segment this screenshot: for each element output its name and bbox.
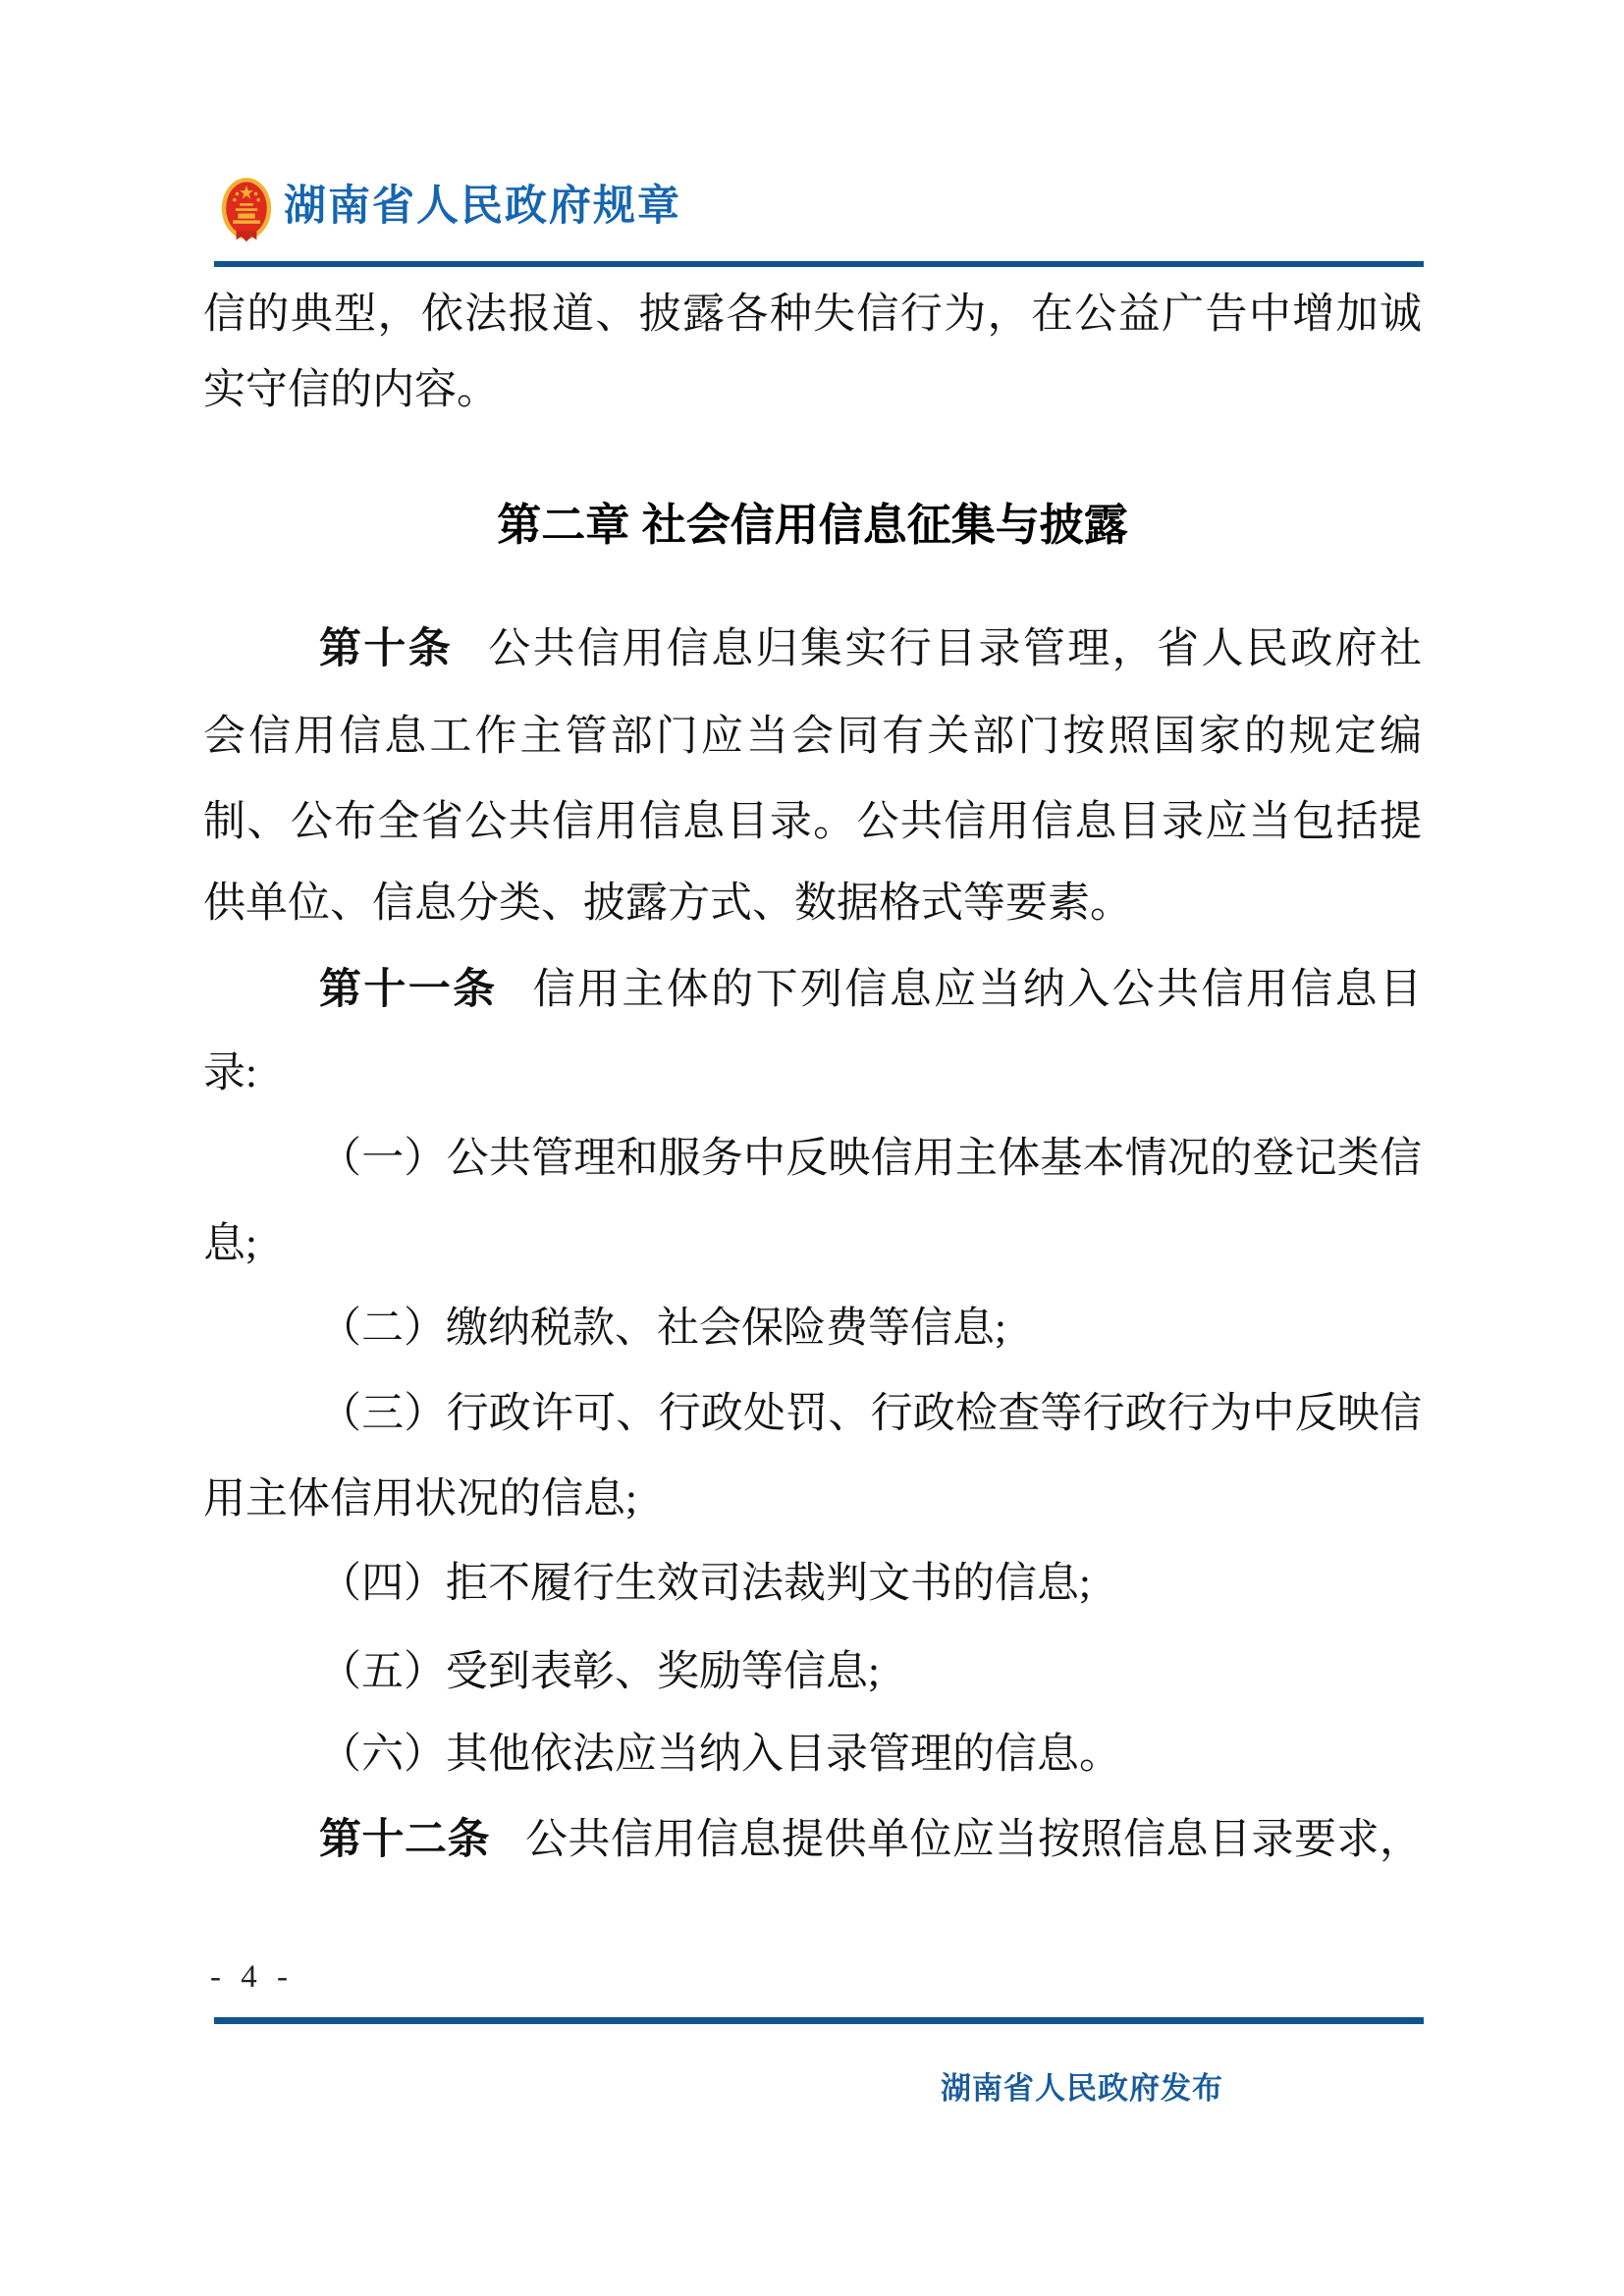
document-header-title: 湖南省人民政府规章: [284, 183, 681, 230]
body-line: 信的典型，依法报道、披露各种失信行为，在公益广告中增加诚: [203, 292, 1422, 338]
article-label: 第十条: [319, 625, 454, 672]
body-line: 会信用信息工作主管部门应当会同有关部门按照国家的规定编: [203, 714, 1422, 760]
article-text: 信用主体的下列信息应当纳入公共信用信息目: [532, 967, 1423, 1013]
body-line: 制、公布全省公共信用信息目录。公共信用信息目录应当包括提: [203, 799, 1422, 845]
list-item-line: （二）缴纳税款、社会保险费等信息;: [319, 1306, 1006, 1352]
page-number: - 4 -: [210, 1959, 294, 1995]
body-line: 用主体信用状况的信息;: [203, 1476, 637, 1522]
body-line: 实守信的内容。: [203, 367, 499, 413]
article-line: [203, 624, 1422, 674]
article-text: 公共信用信息归集实行目录管理，省人民政府社: [488, 626, 1423, 672]
header-divider-rule: [214, 261, 1424, 267]
body-line: 录:: [203, 1050, 257, 1096]
list-item-line: （一）公共管理和服务中反映信用主体基本情况的登记类信: [319, 1136, 1422, 1182]
list-item-line: （六）其他依法应当纳入目录管理的信息。: [319, 1732, 1121, 1778]
list-item-line: （三）行政许可、行政处罚、行政检查等行政行为中反映信: [319, 1391, 1422, 1437]
publisher-label: 湖南省人民政府发布: [941, 2071, 1223, 2106]
chapter-heading: 第二章 社会信用信息征集与披露: [497, 500, 1128, 550]
article-label: 第十二条: [319, 1816, 490, 1863]
article-line: [203, 1815, 1422, 1865]
article-line: [203, 965, 1422, 1015]
list-item-line: （四）拒不履行生效司法裁判文书的信息;: [319, 1561, 1091, 1607]
article-label: 第十一条: [319, 966, 498, 1013]
footer-divider-rule: [214, 2017, 1424, 2024]
body-line: 供单位、信息分类、披露方式、数据格式等要素。: [203, 881, 1132, 927]
list-item-line: （五）受到表彰、奖励等信息;: [319, 1649, 880, 1695]
article-text: 公共信用信息提供单位应当按照信息目录要求，: [525, 1817, 1422, 1863]
body-line: 息;: [203, 1221, 257, 1267]
china-national-emblem-icon: [221, 177, 272, 243]
